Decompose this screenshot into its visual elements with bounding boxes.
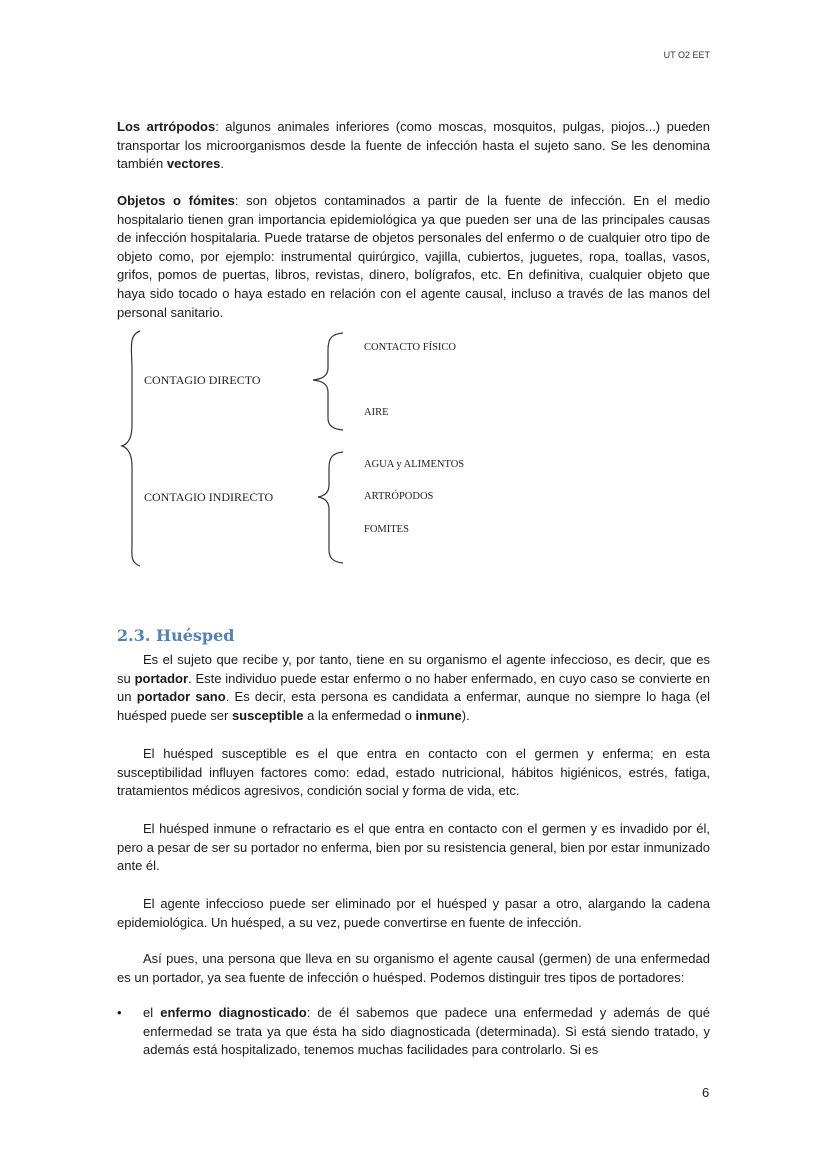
text: ). [461, 707, 470, 723]
list-item-text [143, 1004, 710, 1060]
text: : de él sabemos que padece una enfermedad y además de qué enfermedad se trata ya que ésta ha sido diagnosticada (determinada). Si está siendo tratado, y además está hospitalizado, tenemos muchas facilidades para controlarlo. Si es [143, 1005, 710, 1058]
text: a la enfermedad o [303, 707, 416, 723]
diagram-item: FOMITES [364, 524, 409, 535]
paragraph-artropodos [117, 118, 710, 174]
text: . Es decir, esta persona es candidata a enfermar, aunque no siempre lo haga (el huésped puede ser [117, 689, 710, 723]
paragraph-portadores: Así pues, una persona que lleva en su organismo el agente causal (germen) de una enfermedad es un portador, ya sea fuente de infección o huésped. Podemos distinguir tres tipos de portadores: [117, 951, 710, 985]
paragraph-huesped-definition [117, 651, 710, 725]
running-header: UT O2 EET [663, 50, 710, 60]
term: vectores [166, 156, 221, 172]
list-item [117, 1004, 710, 1060]
diagram-item: AGUA y ALIMENTOS [364, 459, 465, 470]
paragraph-fomites [117, 192, 710, 322]
text: el [143, 1005, 161, 1020]
diagram-label-direct: CONTAGIO DIRECTO [144, 373, 261, 387]
diagram-label-indirect: CONTAGIO INDIRECTO [144, 490, 274, 504]
diagram-item: AIRE [364, 407, 389, 418]
text: : son objetos contaminados a partir de la fuente de infección. En el medio hospitalario tienen gran importancia epidemiológica ya que pueden ser una de las principales causas de infección hospitalaria. Puede tratarse de objetos personales del enfermo o de cualquier otro tipo de objeto como, por ejemplo: instrumental quirúrgico, vajilla, cubiertos, juguetes, ropa, toallas, vasos, grifos, pomos de puertas, libros, revistas, dinero, bolígrafos, etc. En definitiva, cualquier objeto que haya sido tocado o haya estado en relación con el agente causal, incluso a través de las manos del personal sanitario. [117, 193, 710, 320]
diagram-item: CONTACTO FÍSICO [364, 342, 457, 353]
term: portador [134, 670, 189, 686]
text: . [220, 156, 224, 172]
text: Es el sujeto que recibe y, por tanto, tiene en su organismo el agente infeccioso, es decir, que es su [117, 652, 710, 686]
term: Objetos o fómites [117, 193, 235, 208]
diagram-item: ARTRÓPODOS [364, 491, 434, 502]
text: : algunos animales inferiores (como moscas, mosquitos, pulgas, piojos...) pueden transportar los microorganismos desde la fuente de infección hasta el sujeto sano. Se les denomina también [117, 119, 710, 172]
term: inmune [415, 707, 462, 723]
text: . Este individuo puede estar enfermo o no haber enfermado, en cuyo caso se convierte en un [117, 670, 710, 705]
term: portador sano [136, 689, 226, 705]
indirect-brace-icon [318, 452, 343, 563]
paragraph-susceptible: El huésped susceptible es el que entra en contacto con el germen y enferma; en esta susceptibilidad influyen factores como: edad, estado nutricional, hábitos higiénicos, estrés, fatiga, tratamientos médicos agresivos, condición social y forma de vida, etc. [117, 746, 710, 799]
paragraph-agente: El agente infeccioso puede ser eliminado por el huésped y pasar a otro, alargando la cadena epidemiológica. Un huésped, a su vez, puede convertirse en fuente de infección. [117, 896, 710, 930]
direct-brace-icon [313, 333, 343, 430]
bullet-icon: • [117, 1005, 122, 1020]
term: enfermo diagnosticado [160, 1005, 307, 1020]
page-number: 6 [702, 1085, 710, 1100]
term: susceptible [231, 707, 304, 723]
section-heading: 2.3. Huésped [117, 626, 235, 645]
term: Los artrópodos [117, 119, 216, 134]
paragraph-inmune: El huésped inmune o refractario es el que entra en contacto con el germen y es invadido por él, pero a pesar de ser su portador no enferma, bien por su resistencia general, bien por estar inmunizado ante él. [117, 821, 710, 874]
main-brace-icon [122, 331, 140, 566]
